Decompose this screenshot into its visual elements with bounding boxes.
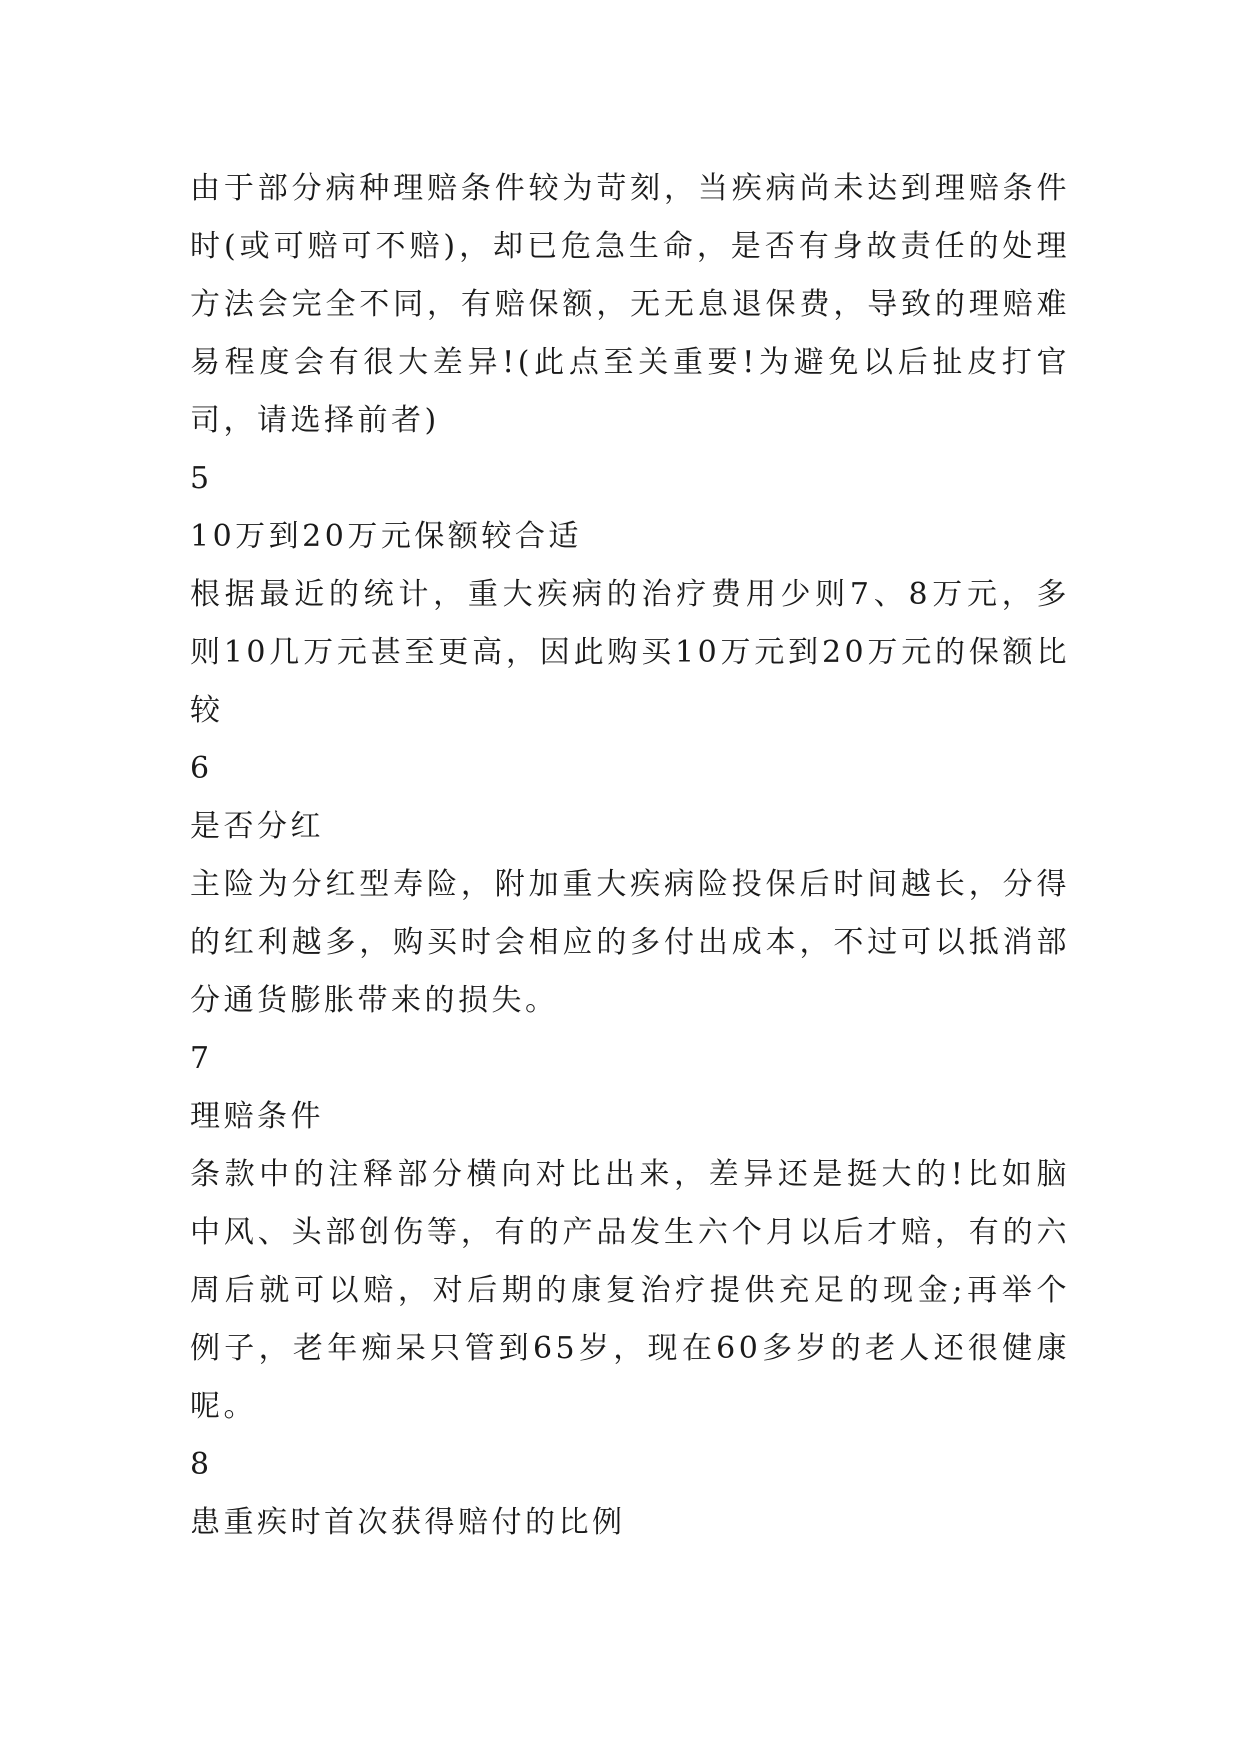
paragraph-critical-illness-conditions: 由于部分病种理赔条件较为苛刻，当疾病尚未达到理赔条件时(或可赔可不赔)，却已危急生命，是否有身故责任的处理方法会完全不同，有赔保额，无无息退保费，导致的理赔难易程度会有很大差异!(此点至关重要!为避免以后扯皮打官司，请选择前者) [190,171,1070,438]
section-number-6: 6 [190,751,210,786]
section-heading-first-payout-ratio: 患重疾时首次获得赔付的比例 [190,1505,626,1540]
document-body [190,160,1070,1552]
section-heading-claim-conditions: 理赔条件 [190,1099,324,1134]
section-number-8: 8 [190,1447,210,1482]
paragraph-claim-conditions: 条款中的注释部分横向对比出来，差异还是挺大的!比如脑中风、头部创伤等，有的产品发生六个月以后才赔，有的六周后就可以赔，对后期的康复治疗提供充足的现金;再举个例子，老年痴呆只管到65岁，现在60多岁的老人还很健康呢。 [190,1157,1070,1424]
paragraph-coverage-amount: 根据最近的统计，重大疾病的治疗费用少则7、8万元，多则10几万元甚至更高，因此购买10万元到20万元的保额比较 [190,577,1070,728]
paragraph-dividend: 主险为分红型寿险，附加重大疾病险投保后时间越长，分得的红利越多，购买时会相应的多付出成本，不过可以抵消部分通货膨胀带来的损失。 [190,867,1070,1018]
section-heading-dividend: 是否分红 [190,809,324,844]
section-number-5: 5 [190,461,210,496]
section-number-7: 7 [190,1041,210,1076]
section-heading-coverage-amount: 10万到20万元保额较合适 [190,519,582,554]
